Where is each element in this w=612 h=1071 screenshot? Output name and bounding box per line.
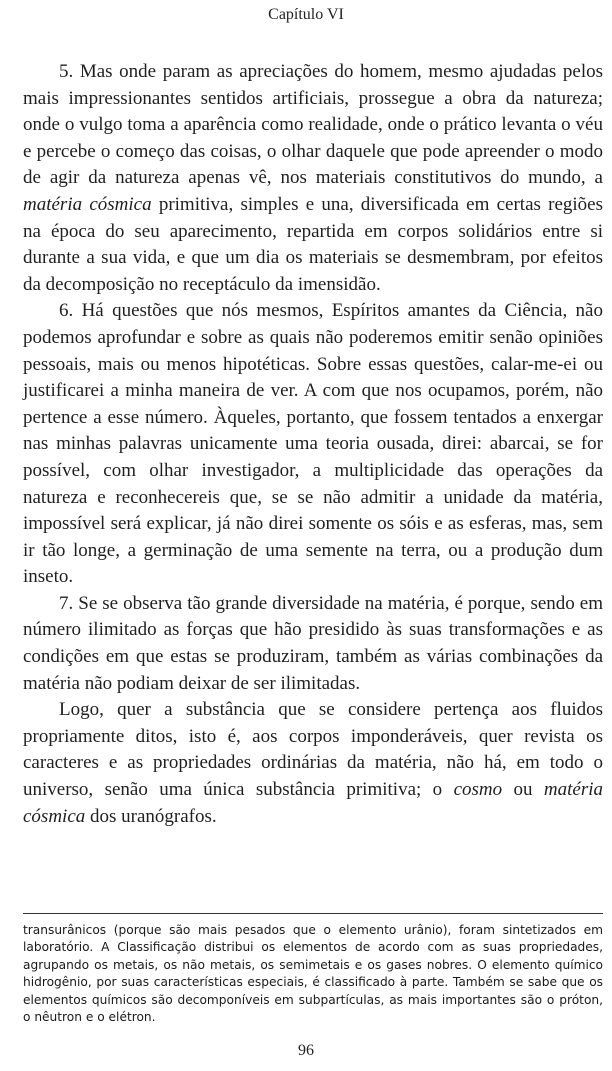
paragraph-8-emphasis-materia: matéria cósmica bbox=[23, 779, 603, 827]
paragraph-8-text-c: dos uranógrafos. bbox=[85, 805, 217, 827]
paragraph-8-emphasis-cosmo: cosmo bbox=[453, 779, 503, 801]
paragraph-5-text-b: primitiva, simples e una, diversificada em certas regiões na época do seu aparecimento, repartida em corpos solidários entre si durante a sua vida, e que um dia os materiais se desmembram, por efeitos da decomposição no receptáculo da imensidão. bbox=[23, 193, 603, 295]
running-header: Capítulo VI bbox=[268, 6, 344, 23]
paragraph-7: 7. Se se observa tão grande diversidade na matéria, é porque, sendo em número ilimitado as forças que hão presidido às suas transformações e as condições em que estas se produziram, também as várias combinações da matéria não podiam deixar de ser ilimitadas. bbox=[23, 592, 603, 694]
paragraph-6: 6. Há questões que nós mesmos, Espíritos amantes da Ciência, não podemos aprofundar e sobre as quais não poderemos emitir senão opiniões pessoais, mais ou menos hipotéticas. Sobre essas questões, calar-me-ei ou justificarei a minha maneira de ver. A com que nos ocupamos, porém, não pertence a esse número. Àqueles, portanto, que fossem tentados a enxergar nas minhas palavras unicamente uma teoria ousada, direi: abarcai, se for possível, com olhar investigador, a multiplicidade das operações da natureza e reconhecereis que, se se não admitir a unidade da matéria, impossível será explicar, já não direi somente os sóis e as esferas, mas, sem ir tão longe, a germinação de uma semente na terra, ou a produção dum inseto. bbox=[23, 300, 603, 588]
page-number: 96 bbox=[298, 1042, 314, 1059]
paragraph-5 bbox=[23, 59, 603, 298]
paragraph-5-emphasis: matéria cósmica bbox=[23, 193, 152, 215]
paragraph-8 bbox=[23, 697, 603, 830]
footnote-divider bbox=[23, 913, 603, 914]
footnote: transurânicos (porque são mais pesados que o elemento urânio), foram sintetizados em laboratório. A Classificação distribui os elementos de acordo com as suas propriedades, agrupando os metais, os não metais, os semimetais e os gases nobres. O elemento químico hidrogênio, por suas características especiais, é classificado à parte. Também se sabe que os elementos químicos são decomponíveis em subpartículas, as mais importantes são o próton, o nêutron e o elétron. bbox=[23, 923, 603, 1025]
paragraph-5-text-a: 5. Mas onde param as apreciações do homem, mesmo ajudadas pelos mais impressionantes sentidos artificiais, prossegue a obra da natureza; onde o vulgo toma a aparência como realidade, onde o prático levanta o véu e percebe o começo das coisas, o olhar daquele que pode apreender o modo de agir da natureza apenas vê, nos materiais constitutivos do mundo, a bbox=[23, 61, 603, 189]
paragraph-8-text-a: Logo, quer a substância que se considere pertença aos fluidos propriamente ditos, isto é, aos corpos imponderáveis, quer revista os caracteres e as propriedades ordinárias da matéria, não há, em todo o universo, senão uma única substância primitiva; o bbox=[23, 699, 603, 801]
main-text bbox=[23, 59, 603, 830]
paragraph-8-text-b: ou bbox=[502, 779, 544, 801]
